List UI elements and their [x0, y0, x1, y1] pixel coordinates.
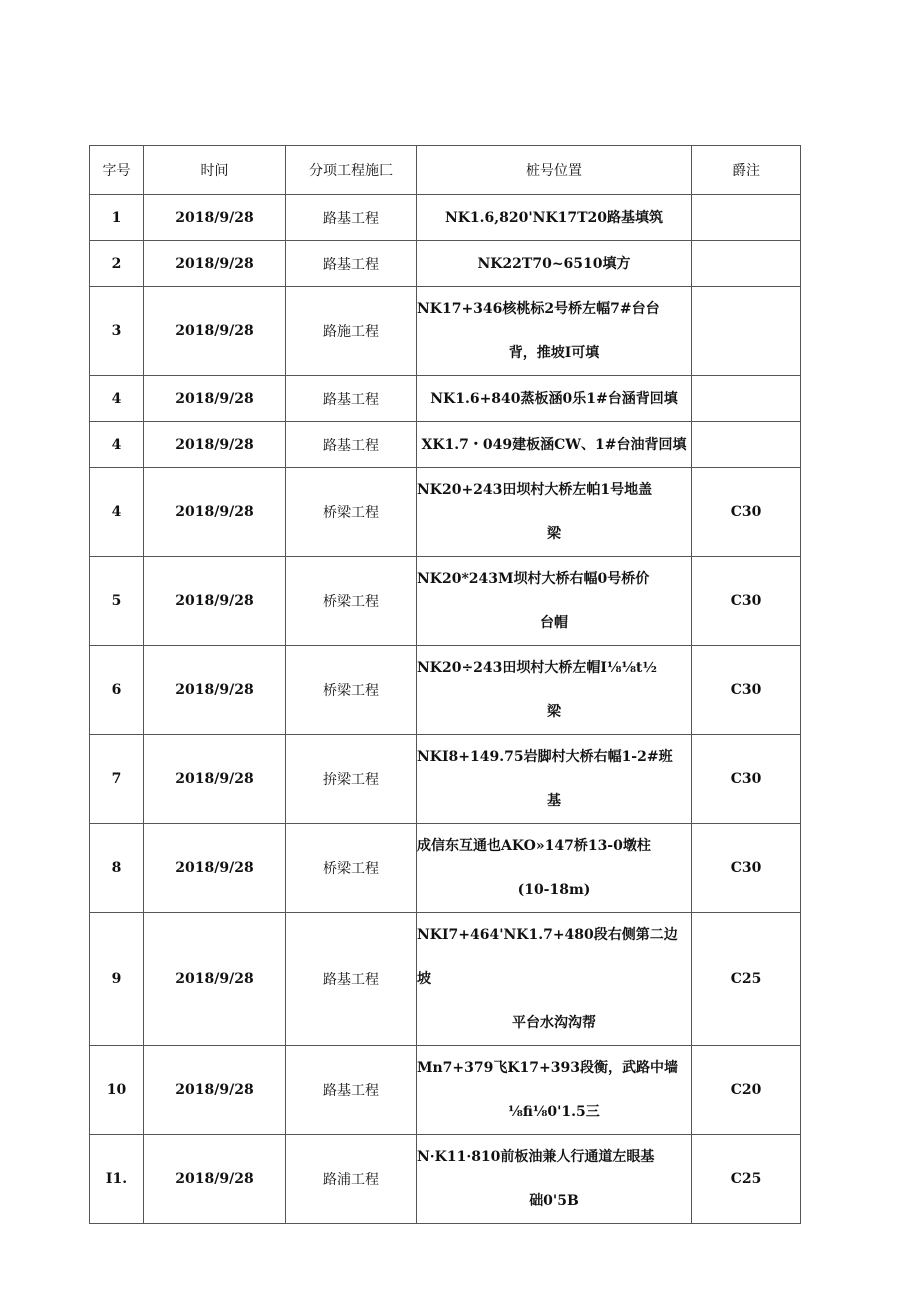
location-line-1: NK20*243M坝村大桥右幅0号桥价	[417, 571, 650, 587]
location-line-2: 梁	[547, 704, 561, 720]
row-date: 2018/9/28	[144, 422, 286, 468]
row-remark	[692, 422, 801, 468]
header-num: 字号	[90, 146, 144, 195]
table-row	[90, 287, 801, 376]
location-line-1: NK17+346核桃标2号桥左幅7#台台	[417, 301, 660, 317]
row-work-type: 路施工程	[286, 287, 417, 376]
row-remark: C25	[692, 1135, 801, 1224]
location-line-1: NK20+243田坝村大桥左帕1号地盖	[417, 482, 653, 498]
table-row	[90, 735, 801, 824]
row-work-type: 路浦工程	[286, 1135, 417, 1224]
row-date: 2018/9/28	[144, 646, 286, 735]
row-work-type: 路基工程	[286, 241, 417, 287]
location-line-1: NKI8+149.75岩脚村大桥右幅1-2#班	[417, 749, 673, 765]
row-date: 2018/9/28	[144, 1135, 286, 1224]
table-row	[90, 824, 801, 913]
location-line-1: NK1.6+840蒸板涵0乐1#台涵背回填	[430, 390, 678, 407]
location-line-2: 基	[547, 793, 561, 809]
header-row	[90, 146, 801, 195]
row-location	[417, 735, 692, 824]
row-date: 2018/9/28	[144, 195, 286, 241]
row-location	[417, 646, 692, 735]
row-remark: C30	[692, 824, 801, 913]
table-row	[90, 1135, 801, 1224]
row-number: 4	[90, 468, 144, 557]
header-location: 桩号位置	[417, 146, 692, 195]
row-location	[417, 287, 692, 376]
row-number: 10	[90, 1046, 144, 1135]
table-row	[90, 468, 801, 557]
location-line-1: NK22T70~6510填方	[477, 255, 631, 272]
row-remark	[692, 287, 801, 376]
row-remark	[692, 241, 801, 287]
table-row	[90, 557, 801, 646]
row-number: 1	[90, 195, 144, 241]
row-number: I1.	[90, 1135, 144, 1224]
row-number: 7	[90, 735, 144, 824]
row-number: 5	[90, 557, 144, 646]
row-remark: C25	[692, 913, 801, 1046]
header-remark: 爵注	[692, 146, 801, 195]
table-row	[90, 376, 801, 422]
location-line-2: 台帽	[540, 615, 568, 631]
location-line-2: ⅛fi⅛0'1.5三	[508, 1104, 600, 1120]
row-location	[417, 1046, 692, 1135]
location-line-2: 梁	[547, 526, 561, 542]
table-row	[90, 1046, 801, 1135]
row-work-type: 路基工程	[286, 376, 417, 422]
row-location	[417, 824, 692, 913]
row-work-type: 桥梁工程	[286, 557, 417, 646]
location-line-2: 础0'5B	[529, 1193, 579, 1209]
row-date: 2018/9/28	[144, 557, 286, 646]
row-location	[417, 376, 692, 422]
row-date: 2018/9/28	[144, 735, 286, 824]
row-number: 6	[90, 646, 144, 735]
row-number: 4	[90, 422, 144, 468]
header-type: 分项工程施匚	[286, 146, 417, 195]
location-line-1: 成信东互通也AKO»147桥13-0墩柱	[417, 838, 651, 854]
header-date: 时间	[144, 146, 286, 195]
row-location	[417, 913, 692, 1046]
row-work-type: 路基工程	[286, 1046, 417, 1135]
row-work-type: 拚梁工程	[286, 735, 417, 824]
row-date: 2018/9/28	[144, 824, 286, 913]
row-date: 2018/9/28	[144, 241, 286, 287]
location-line-2: (10-18m)	[517, 882, 591, 898]
row-remark: C30	[692, 557, 801, 646]
location-line-1: NKI7+464'NK1.7+480段右侧第二边坡	[417, 927, 678, 987]
row-location	[417, 468, 692, 557]
row-remark	[692, 376, 801, 422]
row-remark: C30	[692, 468, 801, 557]
row-work-type: 桥梁工程	[286, 824, 417, 913]
row-date: 2018/9/28	[144, 468, 286, 557]
row-remark: C30	[692, 646, 801, 735]
row-location	[417, 241, 692, 287]
row-remark	[692, 195, 801, 241]
row-remark: C30	[692, 735, 801, 824]
location-line-1: NK20÷243田坝村大桥左帽I⅛⅛t½	[417, 660, 658, 676]
row-location	[417, 557, 692, 646]
row-location	[417, 422, 692, 468]
location-line-2: 平台水沟沟帮	[512, 1015, 596, 1031]
row-work-type: 路基工程	[286, 913, 417, 1046]
row-work-type: 路基工程	[286, 422, 417, 468]
row-number: 8	[90, 824, 144, 913]
row-work-type: 桥梁工程	[286, 646, 417, 735]
location-line-1: XK1.7・049建板涵CW、1#台油背回填	[421, 436, 687, 453]
row-date: 2018/9/28	[144, 1046, 286, 1135]
row-number: 2	[90, 241, 144, 287]
table-row	[90, 195, 801, 241]
row-remark: C20	[692, 1046, 801, 1135]
table-body	[90, 146, 801, 1224]
location-line-2: 背，推坡I可填	[508, 345, 600, 361]
row-work-type: 路基工程	[286, 195, 417, 241]
location-line-1: NK1.6,820'NK17T20路基填筑	[444, 209, 664, 226]
location-line-1: N·K11·810前板油兼人行通道左眼基	[417, 1149, 655, 1165]
row-location	[417, 195, 692, 241]
row-date: 2018/9/28	[144, 913, 286, 1046]
table-row	[90, 913, 801, 1046]
table-row	[90, 422, 801, 468]
row-number: 9	[90, 913, 144, 1046]
table-row	[90, 646, 801, 735]
row-work-type: 桥梁工程	[286, 468, 417, 557]
table-row	[90, 241, 801, 287]
row-date: 2018/9/28	[144, 287, 286, 376]
construction-log-table	[89, 145, 801, 1224]
row-date: 2018/9/28	[144, 376, 286, 422]
row-number: 4	[90, 376, 144, 422]
row-number: 3	[90, 287, 144, 376]
location-line-1: Mn7+379飞K17+393段衡，武路中墙	[417, 1060, 678, 1076]
row-location	[417, 1135, 692, 1224]
